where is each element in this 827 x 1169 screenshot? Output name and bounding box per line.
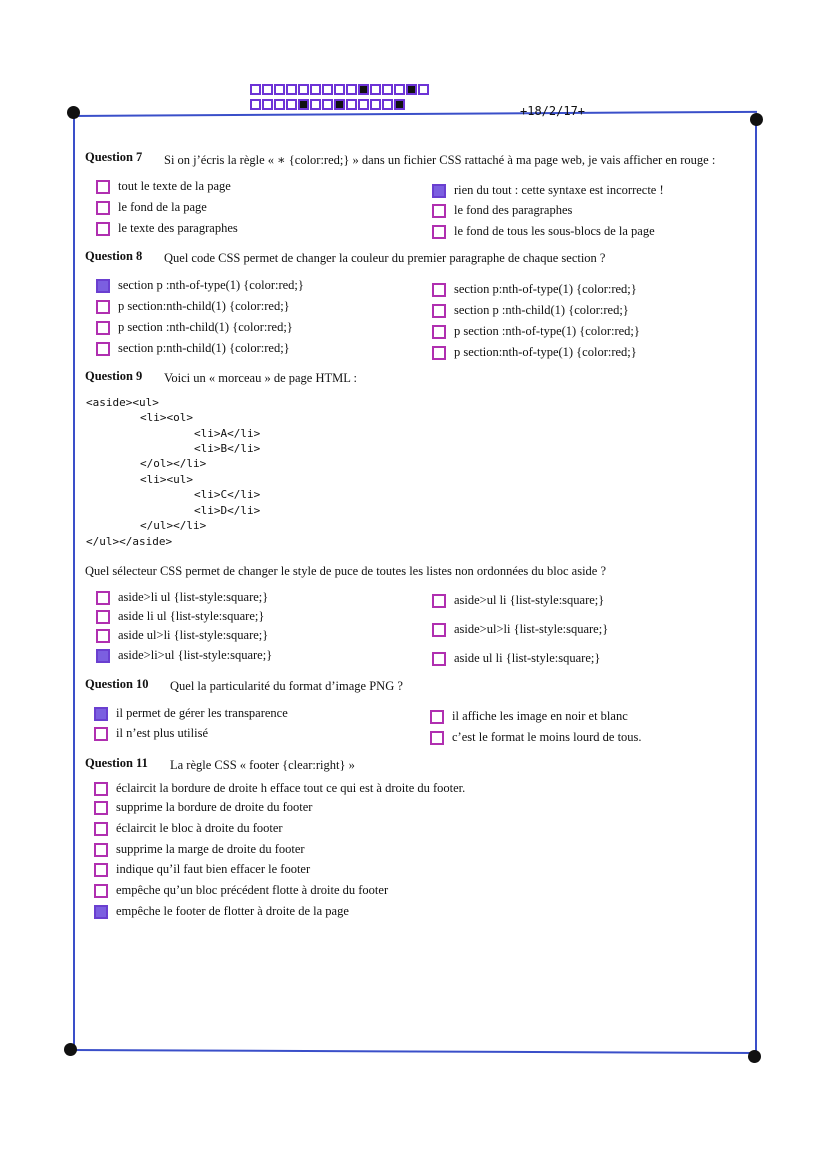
checkbox[interactable] — [94, 863, 108, 877]
checkbox[interactable] — [430, 710, 444, 724]
code-line-1: <aside><ul> — [86, 396, 159, 409]
option-label: éclaircit la bordure de droite h efface tout ce qui est à droite du footer. — [116, 781, 466, 795]
checkbox[interactable] — [432, 283, 446, 297]
checkbox[interactable] — [430, 731, 444, 745]
option-label: le fond de tous les sous-blocs de la page — [454, 224, 655, 238]
q11-option-1[interactable] — [94, 781, 465, 796]
code-line-10: </ul></aside> — [86, 535, 173, 548]
checkbox[interactable] — [96, 629, 110, 643]
question-9-text: Voici un « morceau » de page HTML : — [164, 371, 358, 385]
question-7-label: Question 7 — [85, 150, 143, 164]
barcode-cell — [394, 84, 405, 95]
barcode-row-2 — [250, 99, 405, 110]
barcode-cell — [394, 99, 405, 110]
option-label: aside ul li {list-style:square;} — [454, 651, 601, 665]
option-label: section p:nth-child(1) {color:red;} — [118, 341, 290, 355]
code-line-5: </ol></li> — [140, 457, 207, 470]
checkbox[interactable] — [432, 184, 446, 198]
checkbox[interactable] — [94, 822, 108, 836]
checkbox[interactable] — [432, 204, 446, 218]
q9-option-6[interactable] — [432, 622, 608, 637]
code-line-2: <li><ol> — [140, 411, 193, 424]
barcode-cell — [274, 99, 285, 110]
checkbox[interactable] — [94, 707, 108, 721]
checkbox[interactable] — [432, 325, 446, 339]
barcode-cell — [346, 99, 357, 110]
barcode-cell — [250, 84, 261, 95]
question-10-label: Question 10 — [85, 677, 149, 691]
barcode-cell — [250, 99, 261, 110]
q7-option-5[interactable] — [432, 203, 572, 218]
barcode-cell — [274, 84, 285, 95]
code-line-7: <li>C</li> — [194, 488, 261, 501]
option-label: le texte des paragraphes — [118, 221, 238, 235]
checkbox[interactable] — [96, 591, 110, 605]
option-label: il affiche les image en noir et blanc — [452, 709, 628, 723]
corner-mark-top-left — [67, 106, 80, 119]
q8-option-4[interactable] — [96, 341, 290, 356]
checkbox[interactable] — [432, 594, 446, 608]
checkbox[interactable] — [432, 652, 446, 666]
option-label: indique qu’il faut bien effacer le footer — [116, 862, 311, 876]
q7-option-3[interactable] — [96, 221, 238, 236]
q10-option-1[interactable] — [94, 706, 288, 721]
q8-option-6[interactable] — [432, 303, 629, 318]
question-10-text: Quel la particularité du format d’image PNG ? — [170, 679, 403, 693]
q7-option-6[interactable] — [432, 224, 655, 239]
q9-option-3[interactable] — [96, 628, 268, 643]
code-line-3: <li>A</li> — [194, 427, 261, 440]
barcode-cell — [310, 84, 321, 95]
corner-mark-bottom-right — [748, 1050, 761, 1063]
checkbox[interactable] — [432, 304, 446, 318]
barcode-cell — [334, 99, 345, 110]
option-label: aside ul>li {list-style:square;} — [118, 628, 269, 642]
question-7-text: Si on j’écris la règle « ∗ {color:red;} » dans un fichier CSS rattaché à ma page web, je vais afficher en rouge : — [164, 153, 716, 167]
q9-option-7[interactable] — [432, 651, 600, 666]
question-8-label: Question 8 — [85, 249, 143, 263]
code-line-6: <li><ul> — [140, 473, 193, 486]
barcode-cell — [286, 99, 297, 110]
option-label: empêche le footer de flotter à droite de la page — [116, 904, 349, 918]
q8-option-2[interactable] — [96, 299, 290, 314]
q9-option-5[interactable] — [432, 593, 604, 608]
option-label: section p :nth-of-type(1) {color:red;} — [118, 278, 304, 292]
checkbox[interactable] — [96, 342, 110, 356]
option-label: rien du tout : cette syntaxe est incorrecte ! — [454, 183, 664, 197]
option-label: aside>li ul {list-style:square;} — [118, 590, 269, 604]
checkbox[interactable] — [432, 346, 446, 360]
option-label: aside li ul {list-style:square;} — [118, 609, 265, 623]
option-label: section p:nth-of-type(1) {color:red;} — [454, 282, 637, 296]
q8-option-8[interactable] — [432, 345, 637, 360]
option-label: p section :nth-child(1) {color:red;} — [118, 320, 293, 334]
barcode-cell — [370, 84, 381, 95]
option-label: aside>li>ul {list-style:square;} — [118, 648, 273, 662]
q8-option-3[interactable] — [96, 320, 293, 335]
barcode-cell — [310, 99, 321, 110]
q11-option-3[interactable] — [94, 821, 283, 836]
checkbox[interactable] — [94, 884, 108, 898]
barcode-cell — [370, 99, 381, 110]
q8-option-7[interactable] — [432, 324, 640, 339]
barcode-cell — [298, 84, 309, 95]
q11-option-2[interactable] — [94, 800, 312, 815]
checkbox[interactable] — [94, 843, 108, 857]
q7-option-1[interactable] — [96, 179, 231, 194]
q9-option-4[interactable] — [96, 648, 272, 663]
checkbox[interactable] — [96, 321, 110, 335]
checkbox[interactable] — [432, 225, 446, 239]
checkbox[interactable] — [94, 801, 108, 815]
barcode-cell — [382, 84, 393, 95]
barcode-cell — [322, 99, 333, 110]
option-label: c’est le format le moins lourd de tous. — [452, 730, 642, 744]
q8-option-1[interactable] — [96, 278, 304, 293]
q11-option-4[interactable] — [94, 842, 305, 857]
q11-option-7[interactable] — [94, 904, 349, 919]
checkbox[interactable] — [96, 649, 110, 663]
q7-option-4[interactable] — [432, 183, 664, 198]
barcode-cell — [358, 99, 369, 110]
option-label: p section:nth-of-type(1) {color:red;} — [454, 345, 637, 359]
barcode-cell — [334, 84, 345, 95]
option-label: éclaircit le bloc à droite du footer — [116, 821, 283, 835]
checkbox[interactable] — [96, 222, 110, 236]
sheet-code: +18/2/17+ — [520, 104, 586, 118]
q10-option-2[interactable] — [94, 726, 208, 741]
option-label: section p :nth-child(1) {color:red;} — [454, 303, 629, 317]
checkbox[interactable] — [94, 905, 108, 919]
question-11-text: La règle CSS « footer {clear:right} » — [170, 758, 355, 772]
corner-mark-bottom-left — [64, 1043, 77, 1056]
frame-bottom-line — [70, 1049, 756, 1053]
question-9-prompt: Quel sélecteur CSS permet de changer le style de puce de toutes les listes non ordonnées du bloc aside ? — [85, 564, 607, 578]
checkbox[interactable] — [96, 279, 110, 293]
frame-right-line — [755, 119, 757, 1057]
q11-option-5[interactable] — [94, 862, 310, 877]
q9-option-1[interactable] — [96, 590, 268, 605]
option-label: aside>ul>li {list-style:square;} — [454, 622, 609, 636]
q7-option-2[interactable] — [96, 200, 207, 215]
option-label: aside>ul li {list-style:square;} — [454, 593, 605, 607]
barcode-cell — [418, 84, 429, 95]
option-label: il n’est plus utilisé — [116, 726, 209, 740]
checkbox[interactable] — [94, 782, 108, 796]
question-11-label: Question 11 — [85, 756, 148, 770]
option-label: empêche qu’un bloc précédent flotte à droite du footer — [116, 883, 389, 897]
checkbox[interactable] — [94, 727, 108, 741]
question-8-text: Quel code CSS permet de changer la couleur du premier paragraphe de chaque section ? — [164, 251, 606, 265]
q8-option-5[interactable] — [432, 282, 637, 297]
q10-option-4[interactable] — [430, 730, 642, 745]
checkbox[interactable] — [96, 300, 110, 314]
barcode-cell — [286, 84, 297, 95]
corner-mark-top-right — [750, 113, 763, 126]
checkbox[interactable] — [432, 623, 446, 637]
barcode-cell — [322, 84, 333, 95]
barcode-cell — [406, 84, 417, 95]
frame-top-line — [72, 111, 757, 117]
code-line-4: <li>B</li> — [194, 442, 261, 455]
barcode-cell — [358, 84, 369, 95]
frame-left-line — [73, 116, 75, 1050]
question-9-label: Question 9 — [85, 369, 143, 383]
option-label: p section:nth-child(1) {color:red;} — [118, 299, 290, 313]
q10-option-3[interactable] — [430, 709, 628, 724]
option-label: le fond des paragraphes — [454, 203, 573, 217]
code-line-8: <li>D</li> — [194, 504, 261, 517]
code-line-9: </ul></li> — [140, 519, 207, 532]
option-label: il permet de gérer les transparence — [116, 706, 288, 720]
checkbox[interactable] — [96, 610, 110, 624]
q11-option-6[interactable] — [94, 883, 388, 898]
barcode-cell — [346, 84, 357, 95]
barcode-cell — [262, 99, 273, 110]
option-label: tout le texte de la page — [118, 179, 231, 193]
option-label: supprime la marge de droite du footer — [116, 842, 305, 856]
option-label: supprime la bordure de droite du footer — [116, 800, 313, 814]
option-label: le fond de la page — [118, 200, 207, 214]
barcode-row-1 — [250, 84, 429, 95]
option-label: p section :nth-of-type(1) {color:red;} — [454, 324, 640, 338]
barcode-cell — [262, 84, 273, 95]
q9-option-2[interactable] — [96, 609, 264, 624]
barcode-cell — [382, 99, 393, 110]
barcode-cell — [298, 99, 309, 110]
checkbox[interactable] — [96, 180, 110, 194]
checkbox[interactable] — [96, 201, 110, 215]
